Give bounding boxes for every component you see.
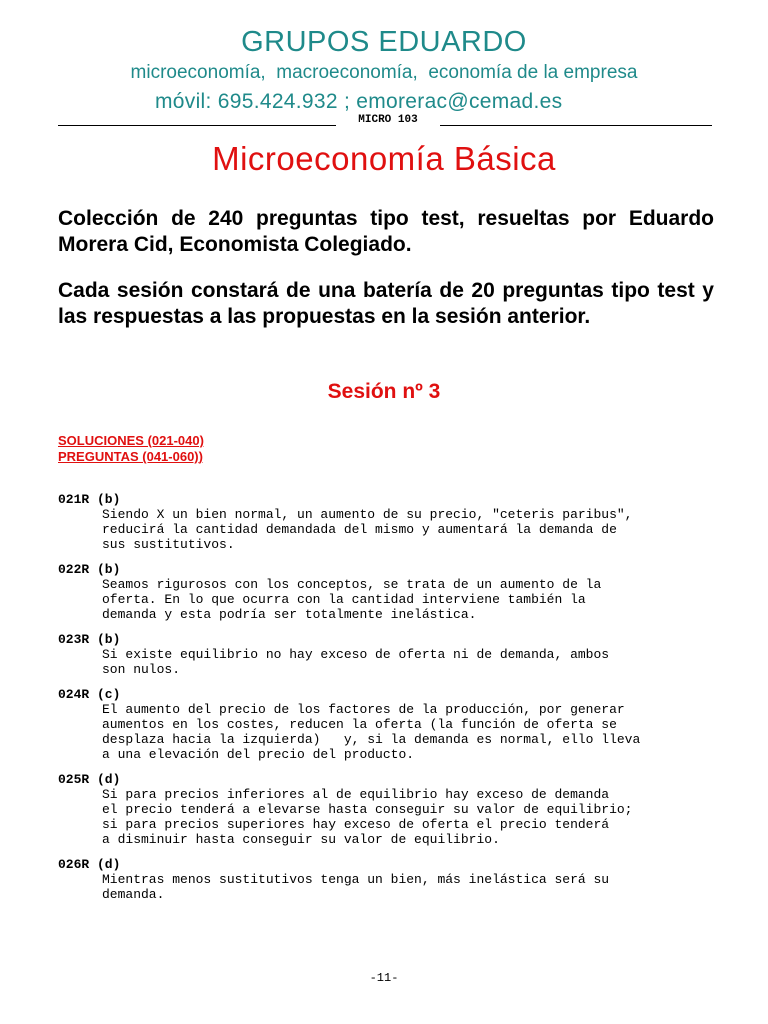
header-subtitle: microeconomía, macroeconomía, economía de la empresa	[130, 62, 638, 83]
questions-link-suffix: )	[198, 449, 203, 464]
rule-left-line	[58, 125, 336, 126]
header-rule	[58, 114, 712, 130]
session-heading: Sesión nº 3	[327, 380, 441, 403]
answer-text: Siendo X un bien normal, un aumento de su precio, "ceteris paribus", reducirá la cantidad demandada del mismo y aumentará la demanda de sus sustitutivos.	[102, 507, 633, 552]
answers-list	[58, 492, 728, 912]
answer-text: Mientras menos sustitutivos tenga un bien, más inelástica será su demanda.	[102, 872, 610, 902]
answer-item	[58, 562, 728, 622]
answer-code: 023R (b)	[58, 632, 121, 647]
session-links	[58, 433, 204, 465]
header-title: GRUPOS EDUARDO	[241, 26, 527, 58]
answer-code: 021R (b)	[58, 492, 121, 507]
answer-item	[58, 857, 728, 902]
questions-link[interactable]	[58, 449, 204, 465]
answer-item	[58, 632, 728, 677]
answer-item	[58, 772, 728, 847]
document-code: MICRO 103	[358, 114, 418, 126]
page-number: -11-	[369, 971, 399, 985]
solutions-link[interactable]: SOLUCIONES (021-040)	[58, 433, 204, 448]
answer-text: Si existe equilibrio no hay exceso de oferta ni de demanda, ambos son nulos.	[102, 647, 610, 677]
answer-item	[58, 492, 728, 552]
document-title: Microeconomía Básica	[212, 140, 556, 177]
answer-code: 025R (d)	[58, 772, 121, 787]
answer-text: Seamos rigurosos con los conceptos, se trata de un aumento de la oferta. En lo que ocurra con la cantidad interviene también la demanda y esta podría ser totalmente inelástica.	[102, 577, 602, 622]
answer-code: 022R (b)	[58, 562, 121, 577]
answer-text: Si para precios inferiores al de equilibrio hay exceso de demanda el precio tenderá a elevarse hasta conseguir su valor de equilibrio; si para precios superiores hay exceso de oferta el precio tenderá a disminuir hasta conseguir su valor de equilibrio.	[102, 787, 633, 847]
answer-code: 024R (c)	[58, 687, 121, 702]
answer-item	[58, 687, 728, 762]
header-contact: móvil: 695.424.932 ; emorerac@cemad.es	[155, 90, 563, 113]
intro-paragraph-2: Cada sesión constará de una batería de 20 preguntas tipo test y las respuestas a las propuestas en la sesión anterior.	[58, 279, 714, 328]
rule-right-line	[440, 125, 712, 126]
answer-code: 026R (d)	[58, 857, 121, 872]
answer-text: El aumento del precio de los factores de la producción, por generar aumentos en los costes, reducen la oferta (la función de oferta se desplaza hacia la izquierda) y, si la demanda es normal, ello lleva a una elevación del precio del producto.	[102, 702, 641, 762]
intro-paragraph-1: Colección de 240 preguntas tipo test, resueltas por Eduardo Morera Cid, Economista Colegiado.	[58, 207, 714, 256]
questions-link-label[interactable]: PREGUNTAS (041-060)	[58, 449, 199, 464]
